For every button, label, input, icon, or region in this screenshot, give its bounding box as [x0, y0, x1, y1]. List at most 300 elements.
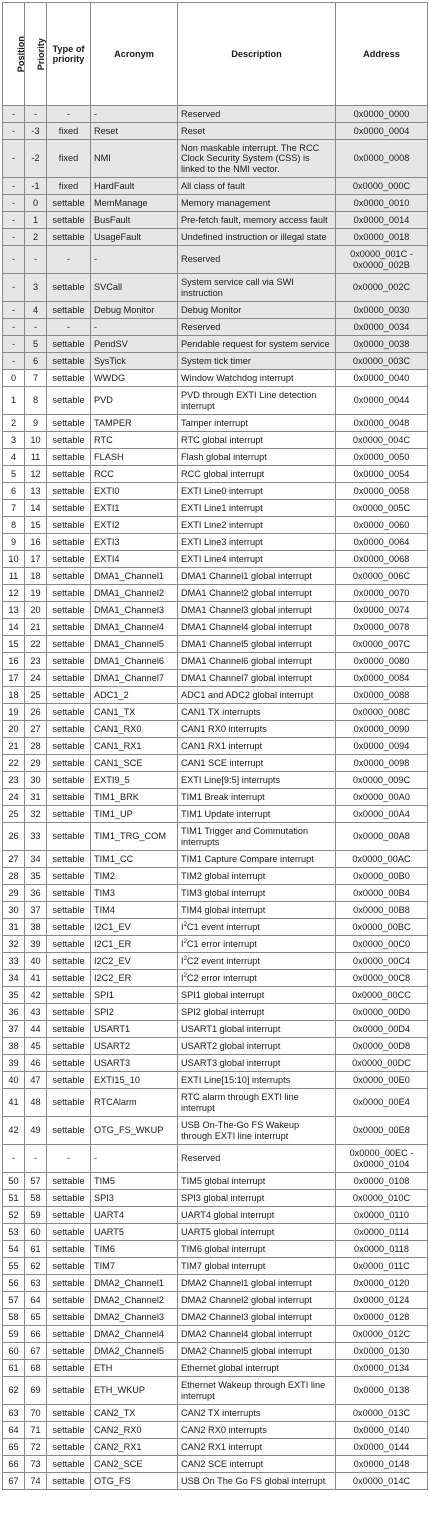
- table-row: [3, 755, 428, 772]
- cell-acronym: UART4: [91, 1207, 178, 1224]
- cell-address: 0x0000_0034: [336, 319, 428, 336]
- cell-acronym: TIM1_TRG_COM: [91, 823, 178, 851]
- table-row: [3, 1207, 428, 1224]
- cell-address: 0x0000_0088: [336, 687, 428, 704]
- cell-address: 0x0000_0058: [336, 483, 428, 500]
- table-row: [3, 919, 428, 936]
- cell-acronym: RTC: [91, 432, 178, 449]
- column-header-acronym: Acronym: [91, 3, 178, 106]
- cell-address: 0x0000_00C8: [336, 970, 428, 987]
- cell-type-of-priority: settable: [47, 387, 91, 415]
- cell-address: 0x0000_007C: [336, 636, 428, 653]
- cell-position: 55: [3, 1258, 25, 1275]
- cell-acronym: OTG_FS: [91, 1473, 178, 1490]
- cell-address: 0x0000_001C - 0x0000_002B: [336, 246, 428, 274]
- cell-priority: 30: [25, 772, 47, 789]
- table-row: [3, 902, 428, 919]
- cell-type-of-priority: settable: [47, 1275, 91, 1292]
- cell-address: 0x0000_00B0: [336, 868, 428, 885]
- cell-acronym: EXTI3: [91, 534, 178, 551]
- cell-type-of-priority: settable: [47, 851, 91, 868]
- cell-description: EXTI Line[15:10] interrupts: [178, 1072, 336, 1089]
- cell-position: 36: [3, 1004, 25, 1021]
- cell-type-of-priority: settable: [47, 704, 91, 721]
- cell-type-of-priority: settable: [47, 902, 91, 919]
- cell-priority: 57: [25, 1173, 47, 1190]
- cell-description: DMA1 Channel7 global interrupt: [178, 670, 336, 687]
- table-row: [3, 319, 428, 336]
- cell-position: 38: [3, 1038, 25, 1055]
- cell-position: -: [3, 123, 25, 140]
- cell-description: Ethernet global interrupt: [178, 1360, 336, 1377]
- cell-position: 66: [3, 1456, 25, 1473]
- cell-type-of-priority: settable: [47, 1055, 91, 1072]
- table-row: [3, 1422, 428, 1439]
- cell-acronym: CAN1_RX1: [91, 738, 178, 755]
- cell-acronym: RTCAlarm: [91, 1089, 178, 1117]
- table-row: [3, 1072, 428, 1089]
- cell-acronym: WWDG: [91, 370, 178, 387]
- cell-type-of-priority: settable: [47, 415, 91, 432]
- table-row: [3, 1309, 428, 1326]
- cell-type-of-priority: settable: [47, 534, 91, 551]
- table-row: [3, 1021, 428, 1038]
- table-row: [3, 517, 428, 534]
- cell-description: TIM6 global interrupt: [178, 1241, 336, 1258]
- cell-position: 25: [3, 806, 25, 823]
- cell-position: 24: [3, 789, 25, 806]
- cell-address: 0x0000_004C: [336, 432, 428, 449]
- cell-priority: 58: [25, 1190, 47, 1207]
- cell-type-of-priority: settable: [47, 568, 91, 585]
- table-row: [3, 106, 428, 123]
- cell-position: 23: [3, 772, 25, 789]
- cell-acronym: TIM5: [91, 1173, 178, 1190]
- cell-type-of-priority: settable: [47, 353, 91, 370]
- cell-priority: 25: [25, 687, 47, 704]
- cell-description: Reserved: [178, 319, 336, 336]
- cell-acronym: PendSV: [91, 336, 178, 353]
- cell-description: USART1 global interrupt: [178, 1021, 336, 1038]
- table-row: [3, 449, 428, 466]
- cell-address: 0x0000_0098: [336, 755, 428, 772]
- cell-description: TIM2 global interrupt: [178, 868, 336, 885]
- table-row: [3, 1089, 428, 1117]
- cell-address: 0x0000_0010: [336, 195, 428, 212]
- cell-type-of-priority: settable: [47, 755, 91, 772]
- cell-description: DMA1 Channel2 global interrupt: [178, 585, 336, 602]
- cell-address: 0x0000_00EC - 0x0000_0104: [336, 1145, 428, 1173]
- table-row: [3, 936, 428, 953]
- cell-type-of-priority: settable: [47, 970, 91, 987]
- cell-priority: 43: [25, 1004, 47, 1021]
- cell-address: 0x0000_0050: [336, 449, 428, 466]
- cell-type-of-priority: settable: [47, 1173, 91, 1190]
- cell-description: EXTI Line4 interrupt: [178, 551, 336, 568]
- cell-type-of-priority: settable: [47, 789, 91, 806]
- cell-address: 0x0000_00A0: [336, 789, 428, 806]
- cell-position: 65: [3, 1439, 25, 1456]
- cell-type-of-priority: settable: [47, 302, 91, 319]
- cell-description: EXTI Line0 interrupt: [178, 483, 336, 500]
- cell-type-of-priority: settable: [47, 1309, 91, 1326]
- cell-position: 1: [3, 387, 25, 415]
- cell-acronym: SPI2: [91, 1004, 178, 1021]
- table-row: [3, 885, 428, 902]
- cell-address: 0x0000_008C: [336, 704, 428, 721]
- cell-acronym: UART5: [91, 1224, 178, 1241]
- cell-priority: -: [25, 246, 47, 274]
- cell-address: 0x0000_00CC: [336, 987, 428, 1004]
- cell-acronym: TAMPER: [91, 415, 178, 432]
- cell-position: -: [3, 212, 25, 229]
- cell-type-of-priority: settable: [47, 1117, 91, 1145]
- cell-description: TIM3 global interrupt: [178, 885, 336, 902]
- cell-position: 51: [3, 1190, 25, 1207]
- cell-type-of-priority: settable: [47, 1004, 91, 1021]
- cell-priority: 31: [25, 789, 47, 806]
- cell-description: RCC global interrupt: [178, 466, 336, 483]
- cell-description: EXTI Line[9:5] interrupts: [178, 772, 336, 789]
- cell-position: 11: [3, 568, 25, 585]
- table-row: [3, 387, 428, 415]
- cell-acronym: DMA1_Channel4: [91, 619, 178, 636]
- cell-type-of-priority: settable: [47, 585, 91, 602]
- cell-address: 0x0000_0138: [336, 1377, 428, 1405]
- cell-address: 0x0000_0084: [336, 670, 428, 687]
- table-row: [3, 1275, 428, 1292]
- cell-acronym: ETH_WKUP: [91, 1377, 178, 1405]
- cell-type-of-priority: settable: [47, 370, 91, 387]
- cell-acronym: HardFault: [91, 178, 178, 195]
- table-row: [3, 246, 428, 274]
- cell-position: 18: [3, 687, 25, 704]
- cell-position: 54: [3, 1241, 25, 1258]
- cell-priority: 36: [25, 885, 47, 902]
- cell-position: 35: [3, 987, 25, 1004]
- table-row: [3, 704, 428, 721]
- cell-address: 0x0000_0074: [336, 602, 428, 619]
- cell-acronym: SVCall: [91, 274, 178, 302]
- cell-description: $I^2C2$ error interrupt: [178, 970, 336, 987]
- cell-address: 0x0000_009C: [336, 772, 428, 789]
- cell-position: -: [3, 140, 25, 178]
- table-header-row: [3, 3, 428, 106]
- table-row: [3, 1241, 428, 1258]
- cell-priority: 45: [25, 1038, 47, 1055]
- cell-address: 0x0000_00C0: [336, 936, 428, 953]
- cell-type-of-priority: settable: [47, 336, 91, 353]
- cell-type-of-priority: -: [47, 319, 91, 336]
- cell-description: DMA1 Channel6 global interrupt: [178, 653, 336, 670]
- cell-description: TIM1 Capture Compare interrupt: [178, 851, 336, 868]
- cell-acronym: CAN2_RX1: [91, 1439, 178, 1456]
- cell-position: 40: [3, 1072, 25, 1089]
- cell-acronym: I2C1_EV: [91, 919, 178, 936]
- cell-position: 52: [3, 1207, 25, 1224]
- cell-acronym: USART2: [91, 1038, 178, 1055]
- cell-priority: 67: [25, 1343, 47, 1360]
- cell-priority: 18: [25, 568, 47, 585]
- cell-position: 22: [3, 755, 25, 772]
- table-row: [3, 212, 428, 229]
- cell-position: -: [3, 353, 25, 370]
- cell-priority: -: [25, 319, 47, 336]
- cell-description: SPI2 global interrupt: [178, 1004, 336, 1021]
- cell-type-of-priority: settable: [47, 1456, 91, 1473]
- cell-description: Reserved: [178, 246, 336, 274]
- cell-acronym: DMA1_Channel2: [91, 585, 178, 602]
- cell-priority: -2: [25, 140, 47, 178]
- cell-description: DMA2 Channel1 global interrupt: [178, 1275, 336, 1292]
- cell-priority: 40: [25, 953, 47, 970]
- cell-position: 63: [3, 1405, 25, 1422]
- cell-address: 0x0000_00B4: [336, 885, 428, 902]
- column-header-position: Position: [3, 3, 25, 106]
- cell-type-of-priority: settable: [47, 517, 91, 534]
- cell-priority: 68: [25, 1360, 47, 1377]
- cell-priority: 72: [25, 1439, 47, 1456]
- cell-address: 0x0000_0060: [336, 517, 428, 534]
- cell-acronym: I2C1_ER: [91, 936, 178, 953]
- cell-acronym: Debug Monitor: [91, 302, 178, 319]
- table-row: [3, 123, 428, 140]
- cell-description: CAN1 TX interrupts: [178, 704, 336, 721]
- cell-priority: 24: [25, 670, 47, 687]
- cell-priority: -1: [25, 178, 47, 195]
- cell-priority: 15: [25, 517, 47, 534]
- cell-type-of-priority: settable: [47, 1439, 91, 1456]
- cell-address: 0x0000_0048: [336, 415, 428, 432]
- cell-priority: 11: [25, 449, 47, 466]
- cell-priority: 23: [25, 653, 47, 670]
- cell-position: 20: [3, 721, 25, 738]
- cell-description: Non maskable interrupt. The RCC Clock Security System (CSS) is linked to the NMI vector.: [178, 140, 336, 178]
- cell-priority: 32: [25, 806, 47, 823]
- cell-priority: 66: [25, 1326, 47, 1343]
- cell-acronym: TIM3: [91, 885, 178, 902]
- cell-description: TIM1 Update interrupt: [178, 806, 336, 823]
- cell-acronym: CAN1_RX0: [91, 721, 178, 738]
- table-row: [3, 653, 428, 670]
- cell-description: All class of fault: [178, 178, 336, 195]
- cell-address: 0x0000_00D4: [336, 1021, 428, 1038]
- table-row: [3, 1326, 428, 1343]
- cell-description: Reset: [178, 123, 336, 140]
- cell-type-of-priority: settable: [47, 466, 91, 483]
- cell-address: 0x0000_00BC: [336, 919, 428, 936]
- cell-acronym: ADC1_2: [91, 687, 178, 704]
- table-row: [3, 302, 428, 319]
- cell-position: -: [3, 106, 25, 123]
- cell-address: 0x0000_012C: [336, 1326, 428, 1343]
- cell-address: 0x0000_00AC: [336, 851, 428, 868]
- cell-acronym: -: [91, 246, 178, 274]
- cell-description: CAN2 RX0 interrupts: [178, 1422, 336, 1439]
- cell-type-of-priority: settable: [47, 1422, 91, 1439]
- cell-priority: 10: [25, 432, 47, 449]
- cell-address: 0x0000_00A4: [336, 806, 428, 823]
- cell-description: DMA2 Channel2 global interrupt: [178, 1292, 336, 1309]
- table-row: [3, 851, 428, 868]
- table-row: [3, 500, 428, 517]
- cell-priority: 65: [25, 1309, 47, 1326]
- cell-priority: 5: [25, 336, 47, 353]
- cell-address: 0x0000_006C: [336, 568, 428, 585]
- cell-acronym: -: [91, 1145, 178, 1173]
- cell-acronym: MemManage: [91, 195, 178, 212]
- cell-description: SPI1 global interrupt: [178, 987, 336, 1004]
- cell-type-of-priority: settable: [47, 1343, 91, 1360]
- cell-position: -: [3, 246, 25, 274]
- cell-type-of-priority: settable: [47, 229, 91, 246]
- cell-description: DMA1 Channel5 global interrupt: [178, 636, 336, 653]
- cell-priority: 22: [25, 636, 47, 653]
- table-row: [3, 353, 428, 370]
- table-row: [3, 721, 428, 738]
- cell-priority: 44: [25, 1021, 47, 1038]
- cell-acronym: FLASH: [91, 449, 178, 466]
- cell-acronym: EXTI15_10: [91, 1072, 178, 1089]
- cell-priority: 63: [25, 1275, 47, 1292]
- cell-address: 0x0000_0064: [336, 534, 428, 551]
- cell-position: 26: [3, 823, 25, 851]
- cell-position: 34: [3, 970, 25, 987]
- cell-position: 17: [3, 670, 25, 687]
- cell-acronym: OTG_FS_WKUP: [91, 1117, 178, 1145]
- table-row: [3, 1439, 428, 1456]
- cell-priority: -3: [25, 123, 47, 140]
- table-row: [3, 1473, 428, 1490]
- cell-description: System service call via SWI instruction: [178, 274, 336, 302]
- cell-type-of-priority: settable: [47, 1072, 91, 1089]
- table-row: [3, 195, 428, 212]
- cell-address: 0x0000_0110: [336, 1207, 428, 1224]
- cell-description: DMA2 Channel3 global interrupt: [178, 1309, 336, 1326]
- cell-acronym: DMA1_Channel7: [91, 670, 178, 687]
- cell-description: Flash global interrupt: [178, 449, 336, 466]
- column-header-priority: Priority: [25, 3, 47, 106]
- table-row: [3, 987, 428, 1004]
- cell-priority: 61: [25, 1241, 47, 1258]
- cell-priority: 70: [25, 1405, 47, 1422]
- table-row: [3, 868, 428, 885]
- cell-description: UART5 global interrupt: [178, 1224, 336, 1241]
- cell-description: System tick timer: [178, 353, 336, 370]
- cell-priority: 19: [25, 585, 47, 602]
- cell-priority: 47: [25, 1072, 47, 1089]
- interrupt-vector-table-container: [2, 2, 427, 1490]
- cell-type-of-priority: settable: [47, 1292, 91, 1309]
- cell-description: $I^2C2$ event interrupt: [178, 953, 336, 970]
- cell-position: 9: [3, 534, 25, 551]
- cell-address: 0x0000_00A8: [336, 823, 428, 851]
- cell-position: 62: [3, 1377, 25, 1405]
- cell-type-of-priority: settable: [47, 772, 91, 789]
- cell-description: PVD through EXTI Line detection interrupt: [178, 387, 336, 415]
- cell-acronym: DMA2_Channel5: [91, 1343, 178, 1360]
- cell-type-of-priority: settable: [47, 1089, 91, 1117]
- cell-position: -: [3, 302, 25, 319]
- cell-address: 0x0000_0008: [336, 140, 428, 178]
- cell-acronym: RCC: [91, 466, 178, 483]
- cell-address: 0x0000_0130: [336, 1343, 428, 1360]
- cell-type-of-priority: settable: [47, 1021, 91, 1038]
- cell-priority: 21: [25, 619, 47, 636]
- cell-description: Ethernet Wakeup through EXTI line interrupt: [178, 1377, 336, 1405]
- table-row: [3, 483, 428, 500]
- cell-position: 7: [3, 500, 25, 517]
- table-row: [3, 1145, 428, 1173]
- cell-description: DMA1 Channel1 global interrupt: [178, 568, 336, 585]
- cell-position: 28: [3, 868, 25, 885]
- table-row: [3, 1190, 428, 1207]
- cell-priority: 13: [25, 483, 47, 500]
- cell-position: 15: [3, 636, 25, 653]
- cell-description: UART4 global interrupt: [178, 1207, 336, 1224]
- cell-acronym: TIM1_CC: [91, 851, 178, 868]
- cell-position: 8: [3, 517, 25, 534]
- table-row: [3, 432, 428, 449]
- cell-address: 0x0000_0040: [336, 370, 428, 387]
- cell-type-of-priority: settable: [47, 1473, 91, 1490]
- cell-address: 0x0000_0144: [336, 1439, 428, 1456]
- cell-address: 0x0000_0068: [336, 551, 428, 568]
- cell-acronym: I2C2_EV: [91, 953, 178, 970]
- table-row: [3, 274, 428, 302]
- cell-description: Reserved: [178, 106, 336, 123]
- cell-position: 58: [3, 1309, 25, 1326]
- cell-description: TIM7 global interrupt: [178, 1258, 336, 1275]
- cell-acronym: DMA1_Channel5: [91, 636, 178, 653]
- cell-address: 0x0000_0118: [336, 1241, 428, 1258]
- cell-type-of-priority: settable: [47, 1241, 91, 1258]
- cell-acronym: BusFault: [91, 212, 178, 229]
- cell-acronym: SysTick: [91, 353, 178, 370]
- cell-address: 0x0000_0120: [336, 1275, 428, 1292]
- cell-priority: 41: [25, 970, 47, 987]
- cell-position: 42: [3, 1117, 25, 1145]
- cell-acronym: Reset: [91, 123, 178, 140]
- cell-position: 32: [3, 936, 25, 953]
- cell-type-of-priority: settable: [47, 551, 91, 568]
- cell-description: USART2 global interrupt: [178, 1038, 336, 1055]
- cell-type-of-priority: settable: [47, 885, 91, 902]
- cell-position: 33: [3, 953, 25, 970]
- cell-type-of-priority: settable: [47, 868, 91, 885]
- cell-priority: -: [25, 106, 47, 123]
- cell-description: Window Watchdog interrupt: [178, 370, 336, 387]
- cell-priority: 9: [25, 415, 47, 432]
- table-row: [3, 1456, 428, 1473]
- cell-type-of-priority: fixed: [47, 178, 91, 195]
- cell-description: USB On The Go FS global interrupt: [178, 1473, 336, 1490]
- cell-priority: -: [25, 1145, 47, 1173]
- cell-priority: 64: [25, 1292, 47, 1309]
- cell-description: DMA1 Channel3 global interrupt: [178, 602, 336, 619]
- table-row: [3, 1258, 428, 1275]
- table-row: [3, 636, 428, 653]
- table-row: [3, 738, 428, 755]
- cell-address: 0x0000_013C: [336, 1405, 428, 1422]
- cell-address: 0x0000_0128: [336, 1309, 428, 1326]
- table-row: [3, 1377, 428, 1405]
- table-row: [3, 806, 428, 823]
- table-row: [3, 370, 428, 387]
- cell-priority: 12: [25, 466, 47, 483]
- cell-address: 0x0000_0070: [336, 585, 428, 602]
- table-row: [3, 1038, 428, 1055]
